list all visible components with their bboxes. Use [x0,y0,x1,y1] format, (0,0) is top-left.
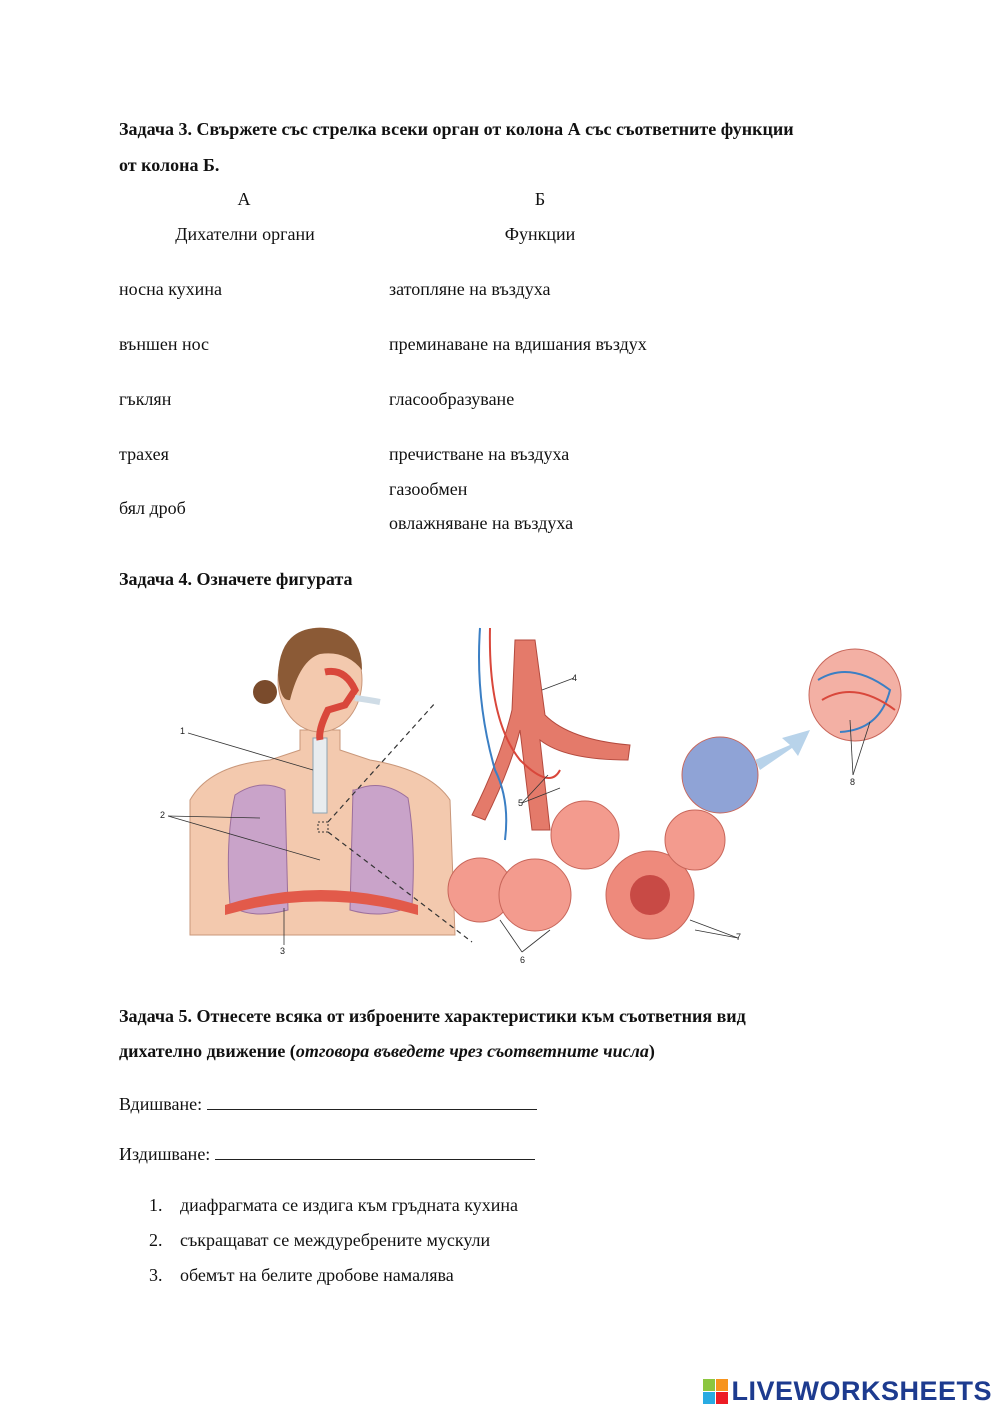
logo-text: LIVEWORKSHEETS [731,1376,992,1406]
respiratory-system-illustration [150,620,930,970]
column-a-letter: А [237,189,251,209]
organ-item[interactable]: гъклян [119,389,172,409]
exhale-label: Издишване: [119,1144,211,1164]
liveworksheets-logo[interactable] [703,1376,992,1407]
task5-title-line1: Задача 5. Отнесете всяка от изброените характеристики към съответния вид [119,1006,746,1026]
list-item-number: 3. [149,1265,163,1285]
column-b-letter: Б [534,189,546,209]
task4-title: Задача 4. Означете фигурата [119,569,353,589]
organ-item[interactable]: външен нос [119,334,210,354]
figure-label-6: 6 [520,955,526,965]
logo-tiles-icon [703,1379,728,1404]
task5-title-italic: отговора въведете чрез съответните числа [295,1041,649,1061]
function-item[interactable]: гласообразуване [389,389,515,409]
figure-label-5: 5 [518,798,524,808]
organ-item[interactable]: носна кухина [119,279,222,299]
exhale-row [119,1143,535,1165]
list-item-text: съкращават се междуребрените мускули [180,1230,491,1250]
figure-label-2: 2 [160,810,166,820]
task5-title-line2 [119,1041,655,1062]
task3-title-line2: от колона Б. [119,155,220,175]
figure-label-4: 4 [572,673,578,683]
task5-title-prefix: дихателно движение ( [119,1041,296,1061]
figure-label-7: 7 [736,932,742,942]
list-item-text: диафрагмата се издига към гръдната кухина [180,1195,518,1215]
exhale-answer-field[interactable] [215,1143,535,1160]
inhale-answer-field[interactable] [207,1093,537,1110]
task5-title-suffix: ) [648,1041,655,1061]
task3-title-line1: Задача 3. Свържете със стрелка всеки орган от колона А със съответните функции [119,119,794,139]
column-a-heading: Дихателни органи [175,224,315,244]
figure-label-3: 3 [280,946,286,956]
list-item-number: 2. [149,1230,163,1250]
function-item[interactable]: затопляне на въздуха [389,279,551,299]
function-item[interactable]: преминаване на вдишания въздух [389,334,647,354]
figure-label-8: 8 [850,777,856,787]
list-item-number: 1. [149,1195,163,1215]
respiratory-figure [150,620,930,970]
organ-item[interactable]: трахея [119,444,169,464]
function-item[interactable]: пречистване на въздуха [389,444,570,464]
function-item[interactable]: газообмен [389,479,468,499]
inhale-label: Вдишване: [119,1094,203,1114]
list-item-text: обемът на белите дробове намалява [180,1265,454,1285]
function-item[interactable]: овлажняване на въздуха [389,513,574,533]
figure-label-1: 1 [180,726,186,736]
column-b-heading: Функции [504,224,576,244]
organ-item[interactable]: бял дроб [119,498,186,518]
inhale-row [119,1093,537,1115]
human-figure [168,628,472,945]
bronchial-tree [448,628,901,952]
